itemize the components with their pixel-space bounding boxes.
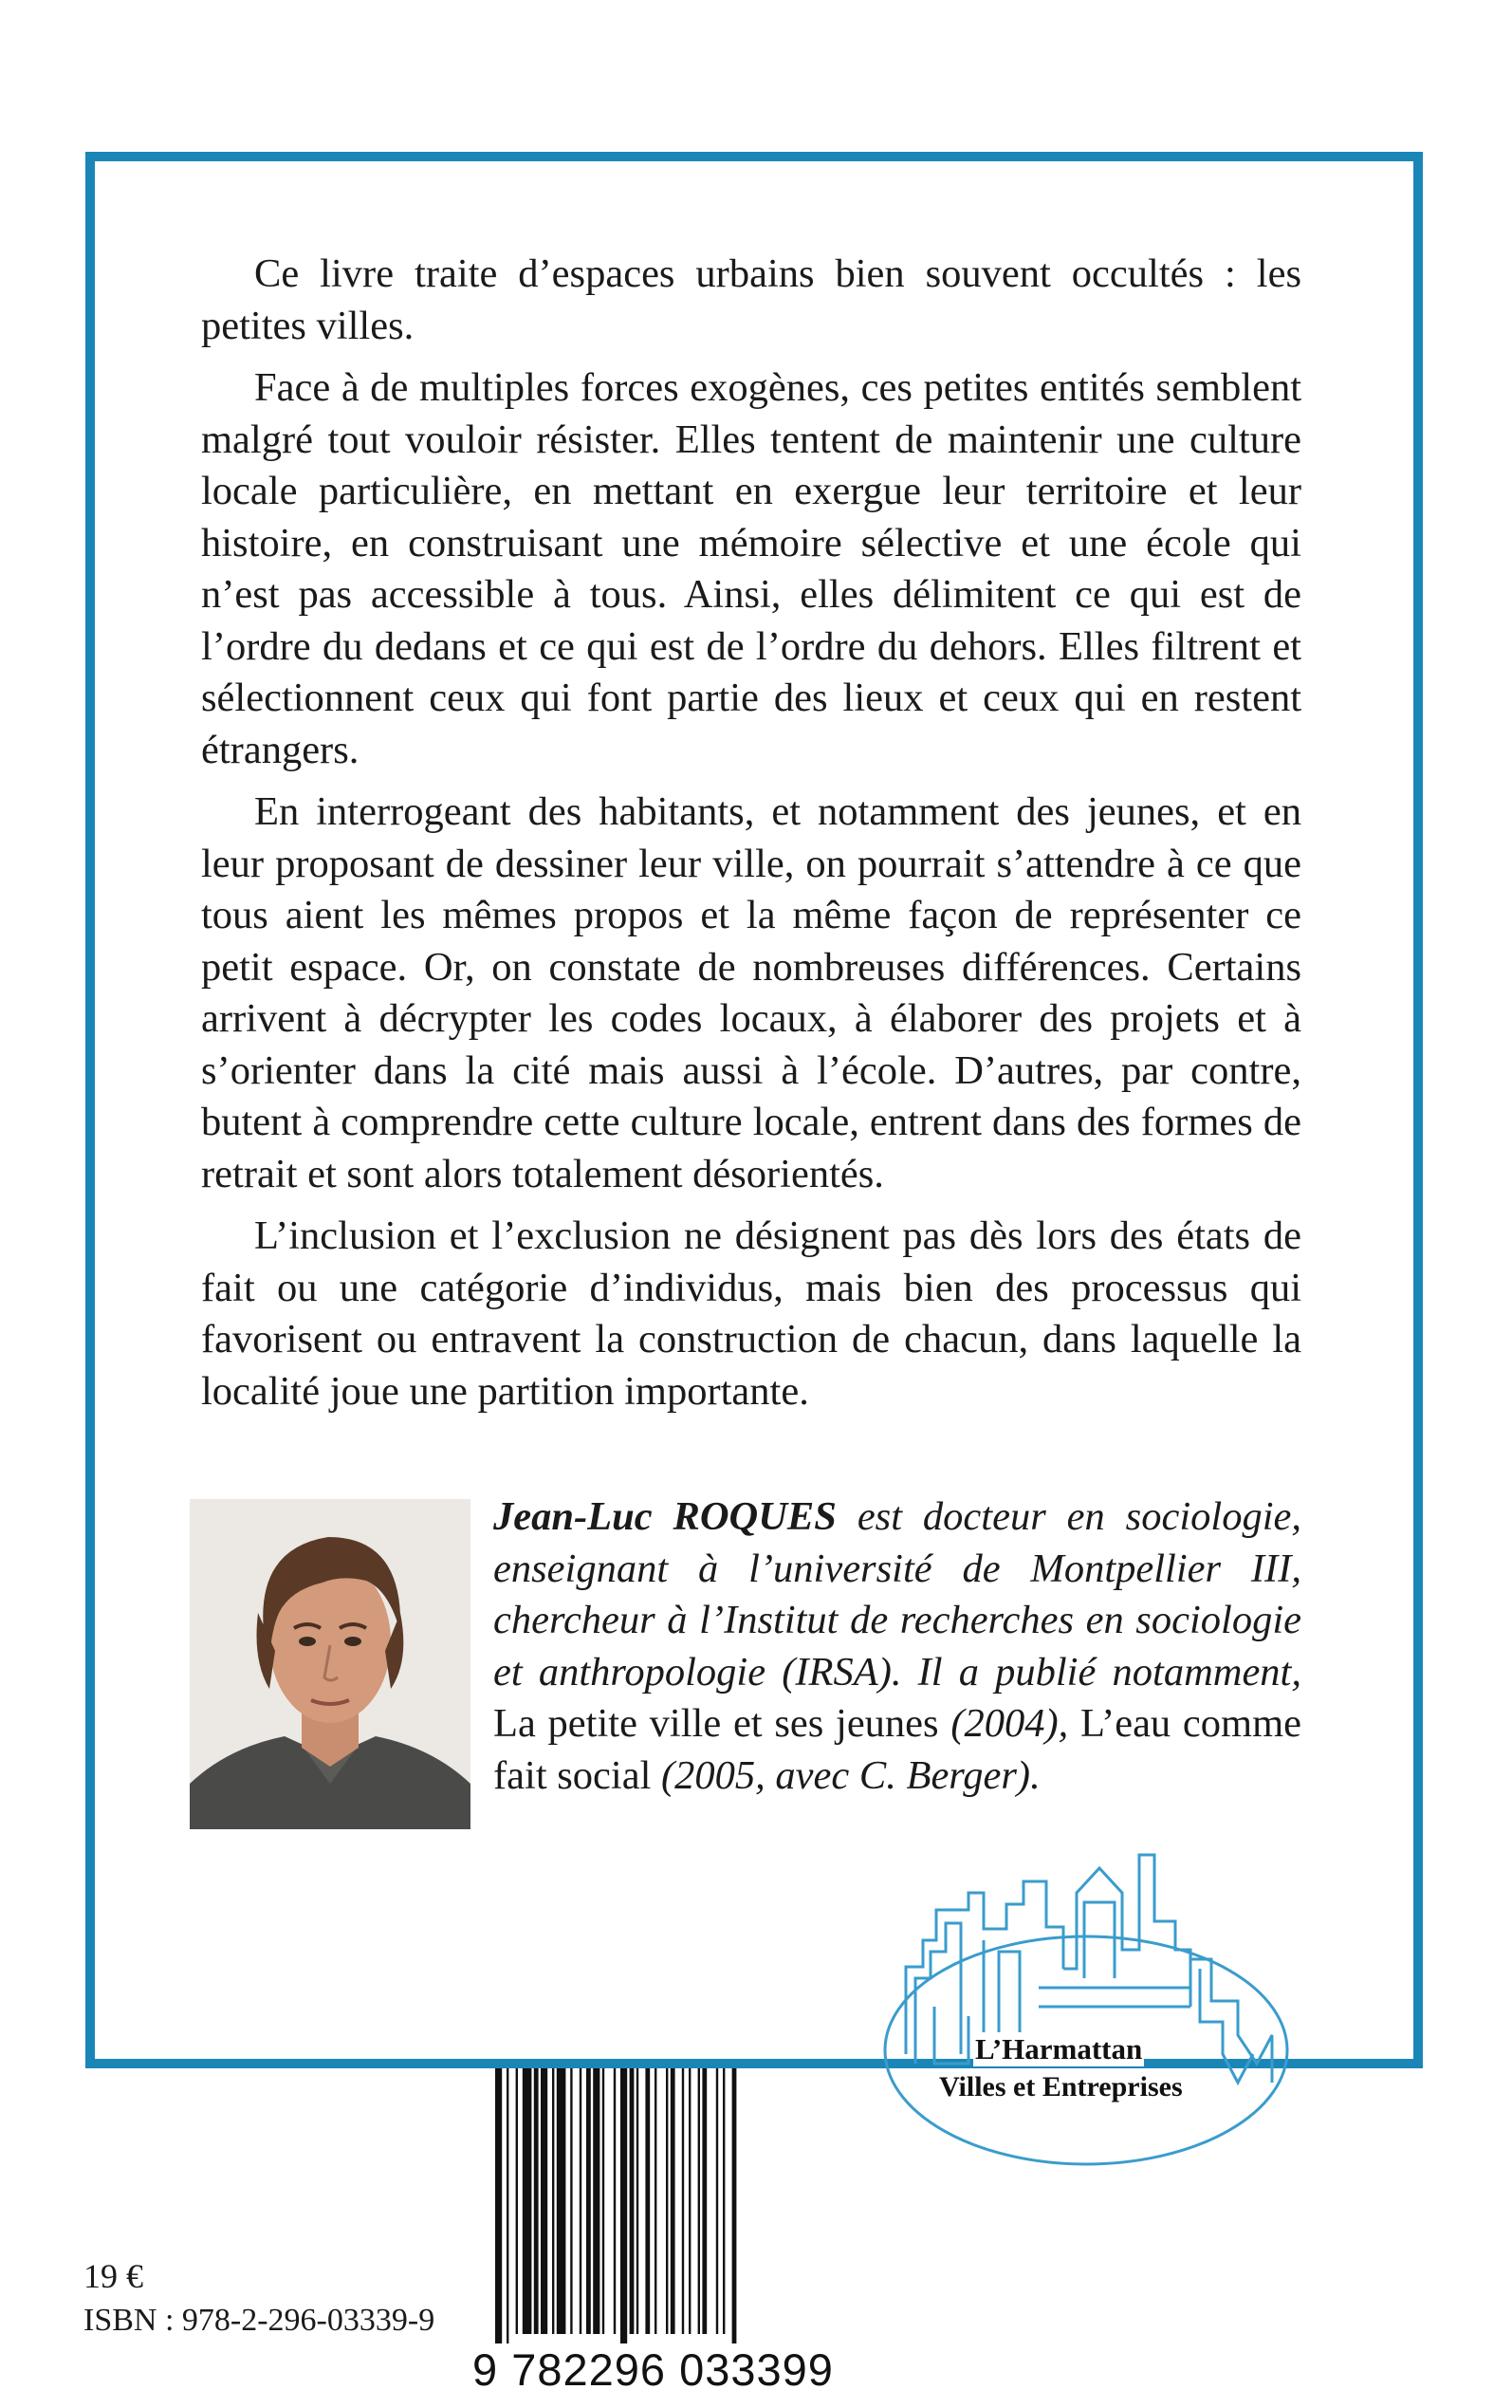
barcode-bar: [620, 2068, 627, 2353]
barcode-bar: [523, 2068, 532, 2334]
author-bio: [493, 1491, 1301, 1802]
barcode-bar: [630, 2068, 635, 2334]
author-photo: [190, 1499, 470, 1829]
isbn-barcode: [491, 2068, 844, 2383]
author-bio-text: est docteur en sociologie, enseignant à l’université de Montpellier III, chercheur à l’Institut de recherches en sociologie et anthropologie (IRSA). Il a publié notamment,: [493, 1494, 1301, 1695]
barcode-bar: [602, 2068, 604, 2334]
publisher-series: Villes et Entreprises: [939, 2071, 1183, 2102]
barcode-bar: [570, 2068, 572, 2334]
barcode-bar: [682, 2068, 684, 2334]
barcode-bar: [516, 2068, 518, 2334]
barcode-bar: [689, 2068, 691, 2334]
book-title-2: L’eau comme fait social: [493, 1701, 1302, 1798]
author-portrait-image: [190, 1499, 470, 1829]
barcode-bar: [723, 2068, 725, 2334]
isbn: ISBN : 978-2-296-03339-9: [83, 2303, 435, 2338]
publisher-logo-skyline: [877, 1836, 1328, 2168]
book-year-1: (2004),: [938, 1701, 1069, 1746]
barcode-bar: [732, 2068, 737, 2353]
barcode-bar: [541, 2068, 547, 2334]
barcode-bar: [557, 2068, 566, 2334]
barcode-bar: [614, 2068, 616, 2334]
book-title-1: La petite ville et ses jeunes: [493, 1701, 939, 1746]
barcode-bar: [655, 2068, 656, 2334]
barcode-bar: [671, 2068, 675, 2334]
back-cover-text: [201, 249, 1301, 1428]
price: 19 €: [83, 2257, 143, 2295]
barcode-bar: [495, 2068, 502, 2353]
book-year-2: (2005, avec C. Berger).: [651, 1752, 1041, 1798]
paragraph-2: Face à de multiples forces exogènes, ces petites entités semblent malgré tout vouloir résister. Elles tentent de maintenir une culture locale particulière, en mettant en exergue leur territoire et leur histoire, en construisant une mémoire sélective et une école qui n’est pas accessible à tous. Ainsi, elles délimitent ce qui est de l’ordre du dedans et ce qui est de l’ordre du dehors. Elles filtrent et sélectionnent ceux qui font partie des lieux et ceux qui en restent étrangers.: [201, 365, 1301, 772]
barcode-bar: [534, 2068, 539, 2334]
paragraph-3: En interrogeant des habitants, et notamment des jeunes, et en leur proposant de dessiner leur ville, on pourrait s’attendre à ce que tous aient les mêmes propos et la même façon de représenter ce petit espace. Or, on constate de nombreuses différences. Certains arrivent à décrypter les codes locaux, à élaborer des projets et à s’orienter dans la cité mais aussi à l’école. D’autres, par contre, butent à comprendre cette culture locale, entrent dans des formes de retrait et sont alors totalement désorientés.: [201, 789, 1301, 1196]
barcode-bar: [716, 2068, 718, 2334]
paragraph-1: Ce livre traite d’espaces urbains bien souvent occultés : les petites villes.: [201, 251, 1301, 348]
barcode-bar: [702, 2068, 707, 2334]
barcode-bar: [636, 2068, 638, 2334]
barcode-bar: [552, 2068, 554, 2334]
barcode-bar: [645, 2068, 650, 2334]
paragraph-4: L’inclusion et l’exclusion ne désignent pas dès lors des états de fait ou une catégorie d’individus, mais bien des processus qui favorisent ou entravent la construction de chacun, dans laquelle la localité joue une partition importante.: [201, 1213, 1301, 1414]
barcode-bar: [666, 2068, 668, 2334]
author-name: Jean-Luc ROQUES: [493, 1494, 837, 1539]
barcode-digits: 9 782296 033399: [472, 2344, 834, 2395]
barcode-bar: [698, 2068, 700, 2334]
publisher-brand: L’Harmattan: [975, 2032, 1143, 2065]
barcode-bar: [507, 2068, 508, 2353]
barcode-bar: [580, 2068, 581, 2334]
barcode-bar: [593, 2068, 599, 2334]
barcode-bar: [586, 2068, 591, 2334]
